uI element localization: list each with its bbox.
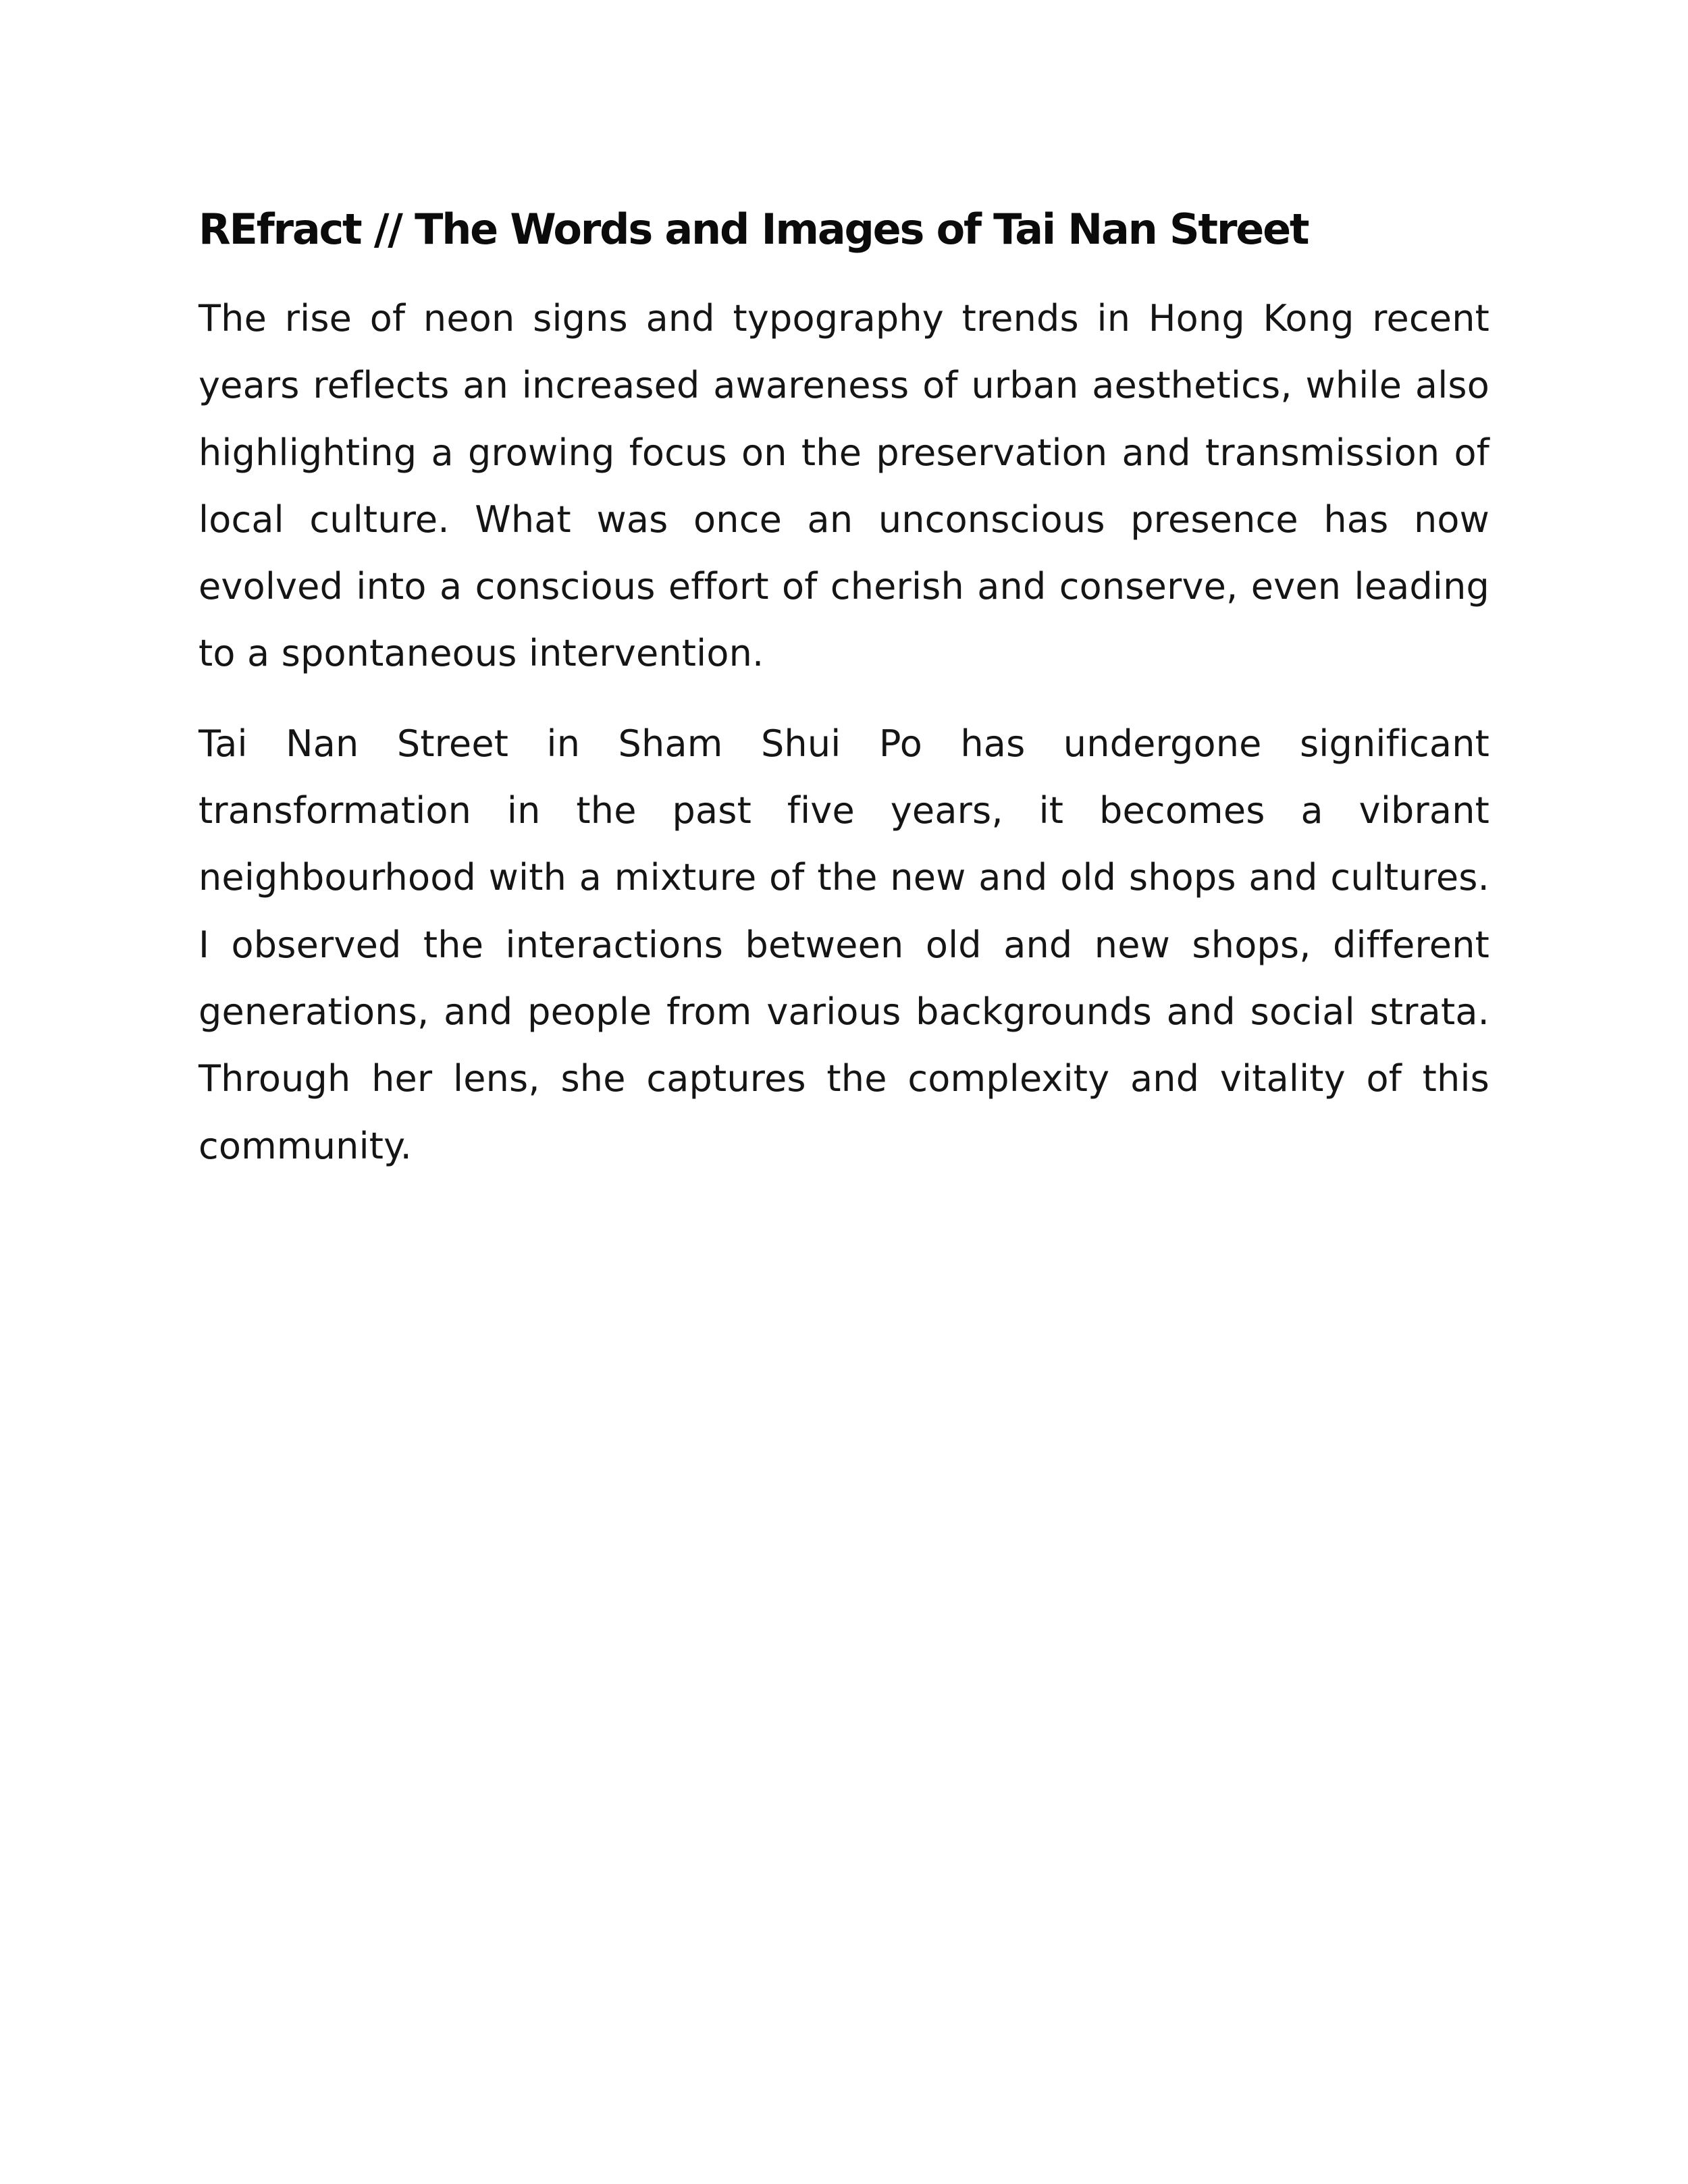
paragraph-tai-nan-street: Tai Nan Street in Sham Shui Po has undergone significant transformation in the past five years, it becomes a vibrant neighbourhood with a mixture of the new and old shops and cultures. I observed the interactions between old and new shops, different generations, and people from various backgrounds and social strata. Through her lens, she captures the complexity and vitality of this community. bbox=[199, 722, 1489, 1167]
paragraph-intro: The rise of neon signs and typography trends in Hong Kong recent years reflects an increased awareness of urban aesthetics, while also highlighting a growing focus on the preservation and transmission of local culture. What was once an unconscious presence has now evolved into a conscious effort of cherish and conserve, even leading to a spontaneous intervention. bbox=[199, 297, 1489, 675]
document-body bbox=[199, 197, 1489, 1179]
document-title: REfract // The Words and Images of Tai Nan Street bbox=[199, 205, 1309, 254]
